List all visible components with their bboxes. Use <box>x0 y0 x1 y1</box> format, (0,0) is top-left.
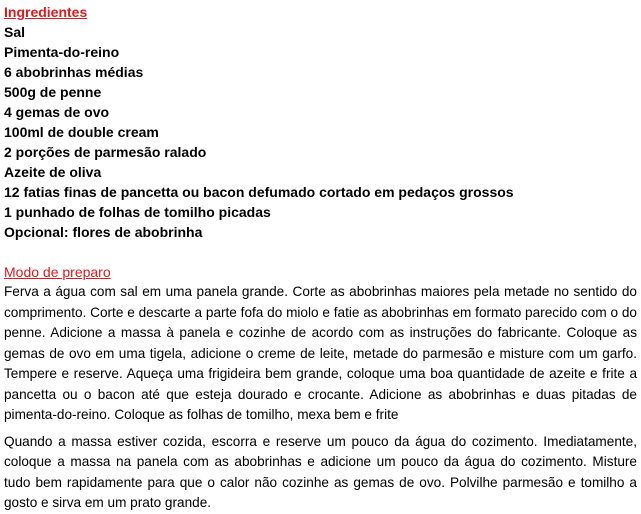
ingredient-item: 500g de penne <box>4 84 102 100</box>
ingredient-item: 6 abobrinhas médias <box>4 64 144 80</box>
ingredient-item: 4 gemas de ovo <box>4 104 110 120</box>
ingredient-item: Sal <box>4 24 26 40</box>
method-paragraph-2: Quando a massa estiver cozida, escorra e reserve um pouco da água do cozimento. Imediatamente, coloque a massa na panela com as abobrinhas e adicione um pouco da água do cozimento. Misture tudo bem rapidamente para que o calor não cozinhe as gemas de ovo. Polvilhe parmesão e tomilho a gosto e sirva em um prato grande. <box>4 433 637 510</box>
section-spacer <box>4 242 637 262</box>
ingredient-item: 2 porções de parmesão ralado <box>4 144 207 160</box>
ingredient-item: 100ml de double cream <box>4 124 159 140</box>
method-paragraph-1: Ferva a água com sal em uma panela grande. Corte as abobrinhas maiores pela metade no sentido do comprimento. Corte e descarte a parte fofa do miolo e fatie as abobrinhas em formato parecido com o do penne. Adicione a massa à panela e cozinhe de acordo com as instruções do fabricante. Coloque as gemas de ovo em uma tigela, adicione o creme de leite, metade do parmesão e misture com um garfo. Tempere e reserve. Aqueça uma frigideira bem grande, coloque uma boa quantidade de azeite e frite a pancetta ou o bacon até que esteja dourado e crocante. Adicione as abobrinhas e duas pitadas de pimenta-do-reino. Coloque as folhas de tomilho, mexa bem e frite <box>4 284 637 422</box>
ingredient-item: 12 fatias finas de pancetta ou bacon defumado cortado em pedaços grossos <box>4 184 514 200</box>
method-heading: Modo de preparo <box>4 264 111 280</box>
ingredients-list <box>4 22 637 242</box>
ingredient-item: Azeite de oliva <box>4 164 102 180</box>
ingredient-item: 1 punhado de folhas de tomilho picadas <box>4 204 271 220</box>
ingredient-item: Opcional: flores de abobrinha <box>4 224 203 240</box>
ingredient-item: Pimenta-do-reino <box>4 44 120 60</box>
ingredients-heading: Ingredientes <box>4 4 88 20</box>
